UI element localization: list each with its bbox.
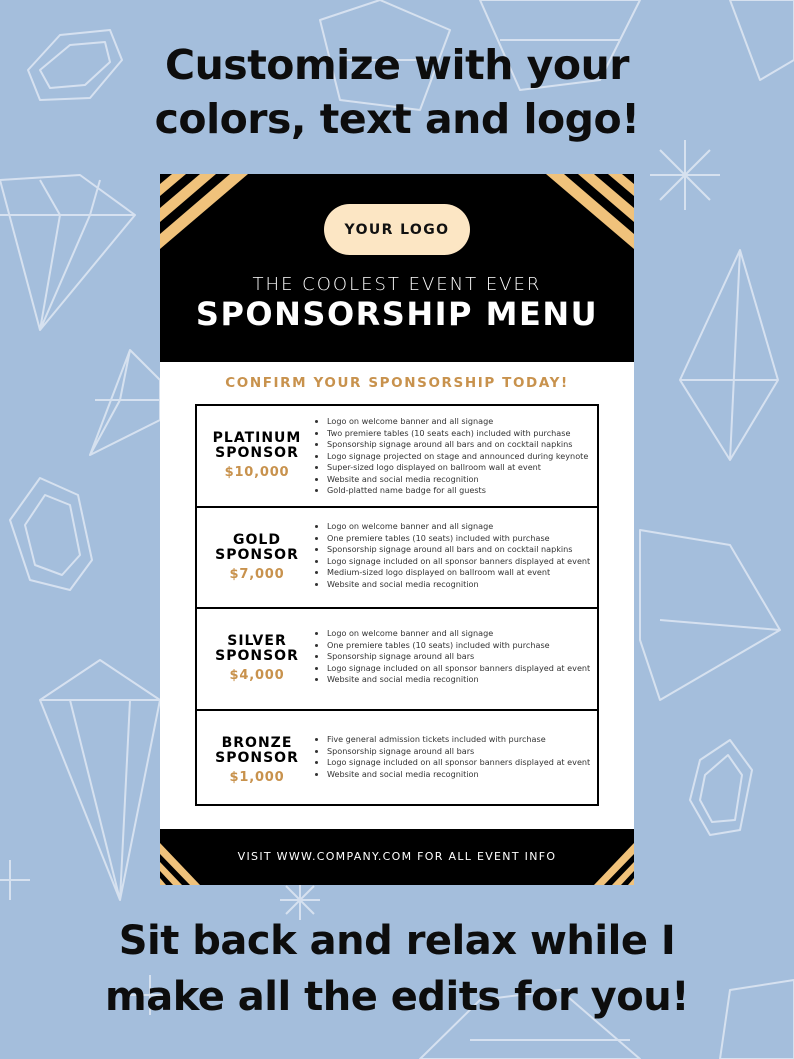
tier-name-line-2: SPONSOR [215, 445, 299, 461]
benefit-item: • Website and social media recognition [327, 769, 590, 781]
benefit-item: • Sponsorship signage around all bars and on cocktail napkins [327, 439, 588, 451]
menu-title: SPONSORSHIP MENU [195, 295, 599, 333]
benefit-list [315, 416, 588, 497]
benefit-item: • Logo on welcome banner and all signage [327, 628, 590, 640]
benefit-item: • Two premiere tables (10 seats each) included with purchase [327, 428, 588, 440]
tier-row-silver [197, 607, 597, 709]
benefit-item: • One premiere tables (10 seats) included with purchase [327, 640, 590, 652]
benefit-item: • Super-sized logo displayed on ballroom wall at event [327, 462, 588, 474]
benefit-item: • Website and social media recognition [327, 474, 588, 486]
tier-label [197, 533, 317, 582]
tier-row-platinum [197, 406, 597, 506]
tier-row-bronze [197, 709, 597, 804]
event-name: THE COOLEST EVENT EVER [252, 274, 542, 295]
benefit-list [315, 628, 590, 686]
tier-name-line-2: SPONSOR [215, 547, 299, 563]
tier-row-gold [197, 506, 597, 607]
headline-top-line-1: Customize with your [165, 41, 629, 89]
tier-price: $7,000 [229, 567, 285, 582]
benefit-item: • Website and social media recognition [327, 674, 590, 686]
row-divider [197, 506, 597, 508]
benefit-item: • Website and social media recognition [327, 579, 590, 591]
headline-bottom-line-1: Sit back and relax while I [118, 918, 676, 964]
tier-name-line-1: PLATINUM [212, 430, 302, 446]
benefit-item: • Logo signage included on all sponsor banners displayed at event [327, 556, 590, 568]
flyer-footer [160, 829, 634, 885]
tier-price: $4,000 [229, 668, 285, 683]
tier-name-line-1: SILVER [227, 633, 287, 649]
diamond-outline-icon [90, 350, 160, 455]
diamond-outline-icon [10, 478, 92, 590]
tier-name-line-2: SPONSOR [215, 750, 299, 766]
benefit-item: • Logo on welcome banner and all signage [327, 521, 590, 533]
tier-price: $1,000 [229, 770, 285, 785]
tier-price: $10,000 [224, 465, 290, 480]
benefit-item: • Logo signage included on all sponsor banners displayed at event [327, 757, 590, 769]
tier-label [197, 736, 317, 785]
confirm-heading: CONFIRM YOUR SPONSORSHIP TODAY! [225, 375, 569, 391]
diamond-outline-icon [640, 530, 780, 700]
headline-bottom [0, 913, 794, 1025]
benefit-item: • Sponsorship signage around all bars [327, 651, 590, 663]
benefit-item: • Five general admission tickets included with purchase [327, 734, 590, 746]
sponsor-table [195, 404, 599, 806]
headline-top [0, 38, 794, 146]
tier-label [197, 431, 317, 480]
diamond-outline-icon [690, 740, 752, 835]
flyer-header [160, 174, 634, 362]
row-divider [197, 607, 597, 609]
tier-label [197, 634, 317, 683]
sponsorship-flyer [160, 174, 634, 885]
tier-name-line-2: SPONSOR [215, 648, 299, 664]
benefit-item: • Gold-platted name badge for all guests [327, 485, 588, 497]
footer-text: VISIT WWW.COMPANY.COM FOR ALL EVENT INFO [237, 850, 557, 863]
diamond-outline-icon [40, 660, 160, 900]
row-divider [197, 709, 597, 711]
benefit-item: • Logo signage included on all sponsor banners displayed at event [327, 663, 590, 675]
benefit-list [315, 734, 590, 780]
benefit-list [315, 521, 590, 590]
benefit-item: • Sponsorship signage around all bars and on cocktail napkins [327, 544, 590, 556]
corner-stripes-top-right [539, 174, 634, 254]
benefit-item: • Medium-sized logo displayed on ballroom wall at event [327, 567, 590, 579]
sparkle-icon [650, 140, 720, 210]
tier-name-line-1: BRONZE [221, 735, 293, 751]
benefit-item: • One premiere tables (10 seats) included with purchase [327, 533, 590, 545]
corner-stripes-top-left [160, 174, 255, 254]
diamond-outline-icon [680, 250, 778, 460]
logo-placeholder: YOUR LOGO [324, 204, 470, 255]
diamond-outline-icon [0, 175, 135, 330]
tier-name-line-1: GOLD [233, 532, 281, 548]
sparkle-icon [0, 860, 30, 900]
headline-top-line-2: colors, text and logo! [154, 95, 640, 143]
benefit-item: • Sponsorship signage around all bars [327, 746, 590, 758]
benefit-item: • Logo signage projected on stage and announced during keynote [327, 451, 588, 463]
benefit-item: • Logo on welcome banner and all signage [327, 416, 588, 428]
headline-bottom-line-2: make all the edits for you! [105, 974, 689, 1020]
